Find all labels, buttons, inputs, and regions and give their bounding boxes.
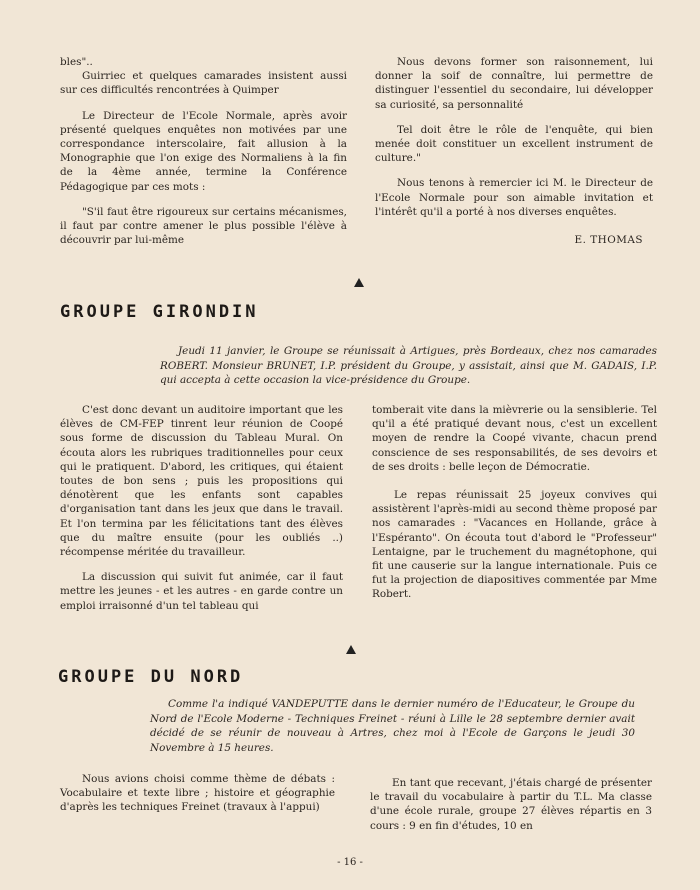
top-left-column [60, 55, 347, 258]
nord-intro [150, 697, 635, 755]
top-right-column [375, 55, 653, 258]
paragraph: Le repas réunissait 25 joyeux convives qui assistèrent l'après-midi au second thème proposé par nos camarades : "Vacances en Hollande, grâce à l'Espéranto". On écouta tout d'abord le "Professeur" Lentaigne, par le truchement du magnétophone, qui fit une causerie sur la langue internationale. Puis ce fut la projection de diapositives commentée par Mme Robert. [372, 489, 657, 601]
triangle-divider-icon [346, 645, 356, 654]
intro-text: Comme l'a indiqué VANDEPUTTE dans le dernier numéro de l'Educateur, le Groupe du Nord de l'Ecole Moderne - Techniques Freinet - réuni à Lille le 28 septembre dernier avait décidé de se réunir de nouveau à Artres, chez moi à l'Ecole de Garçons le jeudi 30 Novembre à 15 heures. [150, 698, 635, 754]
paragraph: Nous tenons à remercier ici M. le Directeur de l'Ecole Normale pour son aimable invitation et l'intérêt qu'il a porté à nos diverses enquêtes. [375, 177, 653, 218]
nord-left-column [60, 772, 335, 826]
paragraph: Nous devons former son raisonnement, lui donner la soif de connaître, lui permettre de distinguer l'essentiel du secondaire, lui développer sa curiosité, sa personnalité [375, 56, 653, 111]
girondin-left-column [60, 403, 343, 624]
section-title-nord: GROUPE DU NORD [58, 667, 244, 687]
girondin-intro [160, 344, 657, 388]
section-title-girondin: GROUPE GIRONDIN [60, 302, 259, 322]
paragraph: Tel doit être le rôle de l'enquête, qui bien menée doit constituer un excellent instrument de culture." [375, 123, 653, 165]
intro-text: Jeudi 11 janvier, le Groupe se réunissait à Artigues, près Bordeaux, chez nos camarades ROBERT. Monsieur BRUNET, I.P. président du Groupe, y assistait, ainsi que M. GADAIS, I.P. qui accepta à cette occasion la vice-présidence du Groupe. [160, 345, 657, 386]
paragraph: bles".. [60, 56, 93, 68]
triangle-divider-icon [354, 278, 364, 287]
signature: E. THOMAS [574, 234, 643, 247]
paragraph: En tant que recevant, j'étais chargé de présenter le travail du vocabulaire à partir du T.L. Ma classe d'une école rurale, groupe 27 élèves répartis en 3 cours : 9 en fin d'études, 10 en [370, 777, 652, 832]
quote-paragraph: "S'il faut être rigoureux sur certains mécanismes, il faut par contre amener le plus possible l'élève à découvrir par lui-même [60, 205, 347, 247]
paragraph: Nous avions choisi comme thème de débats : Vocabulaire et texte libre ; histoire et géographie d'après les techniques Freinet (travaux à l'appui) [60, 773, 335, 814]
page-number: - 16 - [337, 857, 363, 868]
paragraph: Guirriec et quelques camarades insistent aussi sur ces difficultés rencontrées à Quimper [60, 70, 347, 97]
paragraph: La discussion qui suivit fut animée, car il faut mettre les jeunes - et les autres - en garde contre un emploi irraisonné d'un tel tableau qui [60, 571, 343, 612]
paragraph: Le Directeur de l'Ecole Normale, après avoir présenté quelques enquêtes non motivées par une correspondance interscolaire, fait allusion à la Monographie que l'on exige des Normaliens à la fin de la 4ème année, termine la Conférence Pédagogique par ces mots : [60, 109, 347, 193]
paragraph: C'est donc devant un auditoire important que les élèves de CM-FEP tinrent leur réunion de Coopé sous forme de discussion du Tableau Mural. On écouta alors les rubriques traditionnelles pour ceux qui le pratiquent. D'abord, les critiques, qui étaient toutes de bon sens ; puis les propositions qui dénotèrent que les enfants sont capables d'organisation tant dans les jeux que dans le travail. Et l'on termina par les félicitations tant des élèves que du maître ensuite (pour les oubliés ..) récompense méritée du travailleur. [60, 404, 343, 559]
nord-right-column [370, 776, 652, 844]
girondin-right-column [372, 403, 657, 613]
paragraph: tomberait vite dans la mièvrerie ou la sensiblerie. Tel qu'il a été pratiqué devant nous, c'est un excellent moyen de rendre la Coopé vivante, chacun prend conscience de ses responsabilités, de ses devoirs et de ses droits : belle leçon de Démocratie. [372, 404, 657, 473]
